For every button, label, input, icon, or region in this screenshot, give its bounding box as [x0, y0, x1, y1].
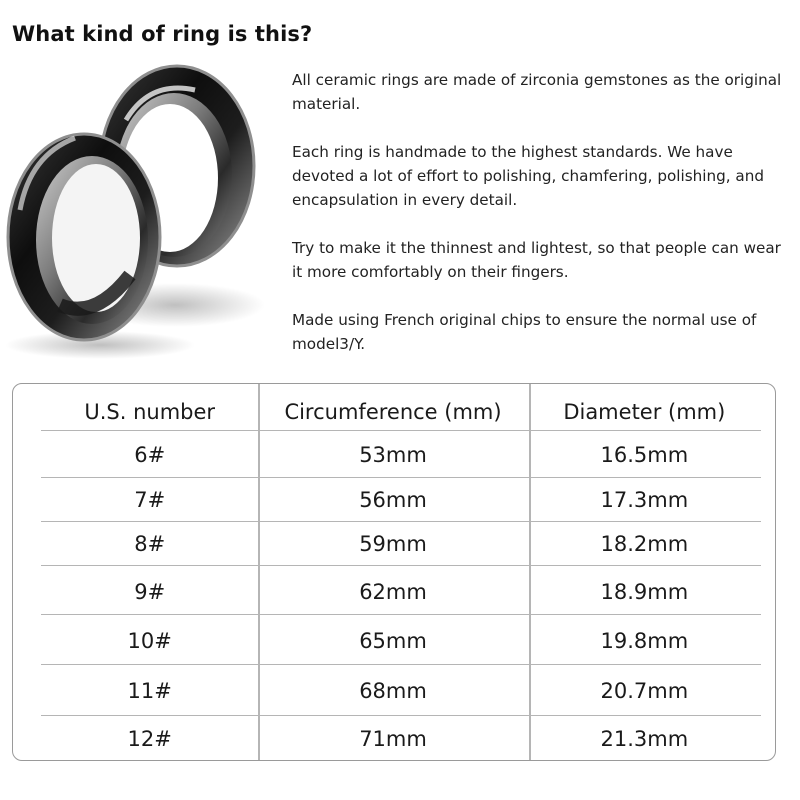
paragraph-chips: Made using French original chips to ensure the normal use of model3/Y. — [292, 311, 757, 353]
ceramic-rings-image — [0, 60, 290, 360]
us-number-cell: 12# — [127, 727, 172, 751]
circumference-cell: 53mm — [359, 443, 427, 467]
paragraph-thinnest: Try to make it the thinnest and lightest, so that people can wear it more comfortably on their fingers. — [292, 239, 781, 281]
table-row — [41, 718, 761, 760]
header-diameter: Diameter (mm) — [563, 400, 726, 424]
us-number-cell: 7# — [134, 488, 166, 512]
table-header-row — [41, 392, 761, 432]
table-row — [41, 618, 761, 664]
us-number-cell: 6# — [134, 443, 166, 467]
circumference-cell: 68mm — [359, 679, 427, 703]
table-row — [41, 523, 761, 565]
size-table — [12, 383, 776, 761]
diameter-cell: 17.3mm — [600, 488, 689, 512]
header-us-number: U.S. number — [84, 400, 216, 424]
diameter-cell: 18.2mm — [600, 532, 689, 556]
circumference-cell: 56mm — [359, 488, 427, 512]
table-row — [41, 570, 761, 614]
circumference-cell: 65mm — [359, 629, 427, 653]
diameter-cell: 16.5mm — [600, 443, 689, 467]
table-row — [41, 668, 761, 714]
row-divider — [41, 664, 761, 665]
row-divider — [41, 430, 761, 431]
front-ring — [8, 134, 160, 340]
row-divider — [41, 565, 761, 566]
diameter-cell: 20.7mm — [600, 679, 689, 703]
table-row — [41, 434, 761, 476]
us-number-cell: 10# — [127, 629, 172, 653]
diameter-cell: 19.8mm — [600, 629, 689, 653]
diameter-cell: 18.9mm — [600, 580, 689, 604]
us-number-cell: 11# — [127, 679, 172, 703]
row-divider — [41, 715, 761, 716]
circumference-cell: 59mm — [359, 532, 427, 556]
diameter-cell: 21.3mm — [600, 727, 689, 751]
circumference-cell: 71mm — [359, 727, 427, 751]
us-number-cell: 9# — [134, 580, 166, 604]
circumference-cell: 62mm — [359, 580, 427, 604]
page-title: What kind of ring is this? — [12, 22, 313, 46]
table-row — [41, 479, 761, 521]
row-divider — [41, 614, 761, 615]
us-number-cell: 8# — [134, 532, 166, 556]
header-circumference: Circumference (mm) — [284, 400, 502, 424]
paragraph-material: All ceramic rings are made of zirconia gemstones as the original material. — [292, 71, 782, 113]
description-text — [292, 68, 792, 380]
paragraph-handmade: Each ring is handmade to the highest standards. We have devoted a lot of effort to polishing, chamfering, polishing, and encapsulation in every detail. — [292, 143, 764, 209]
